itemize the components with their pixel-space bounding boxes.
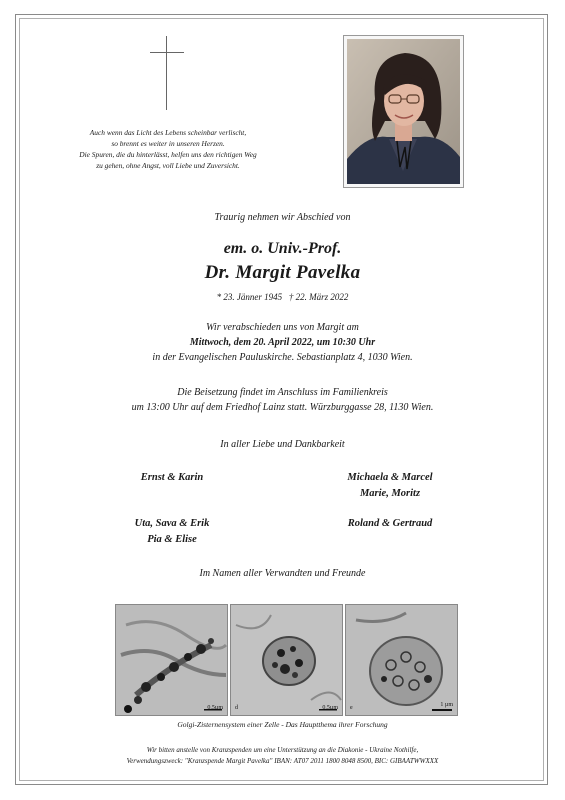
mourner-group [117, 516, 227, 548]
mourner-group [122, 470, 222, 486]
cross-icon [166, 36, 167, 110]
micrograph-strip [115, 604, 458, 716]
mourner-name: Marie, Moritz [359, 488, 421, 499]
relatives-line: Im Namen aller Verwandten und Freunde [199, 568, 366, 579]
mourner-name: Michaela & Marcel [347, 472, 433, 483]
portrait-photo [343, 35, 464, 188]
burial-line-1: Die Beisetzung findet im Anschluss im Familienkreis [177, 387, 388, 398]
mourner-group [325, 470, 455, 502]
farewell-line-3: in der Evangelischen Pauluskirche. Sebastianplatz 4, 1030 Wien. [152, 352, 413, 363]
scale-bar-label: 0.5µm [207, 705, 223, 711]
deceased-name: Dr. Margit Pavelka [204, 262, 361, 283]
scale-bar-label: 0.5µm [322, 705, 338, 711]
mourner-name: Uta, Sava & Erik [134, 518, 210, 529]
poem [38, 127, 298, 171]
poem-line: so brennt es weiter in unseren Herzen. [111, 139, 225, 148]
donation-note-line-2: Verwendungszweck: "Kranzspende Margit Pavelka" IBAN: AT07 2011 1800 8048 8500, BIC: GIBAATWWXXX [126, 757, 439, 765]
scale-bar-label: 1 µm [440, 702, 453, 708]
poem-line: zu gehen, ohne Angst, voll Liebe und Zuversicht. [96, 161, 240, 170]
life-dates: * 23. Jänner 1945 † 22. März 2022 [216, 292, 349, 302]
micrograph-image [115, 604, 228, 716]
micrograph-image [230, 604, 343, 716]
cross-icon-bar [150, 52, 184, 53]
panel-label: d [235, 705, 238, 711]
burial-line-2: um 13:00 Uhr auf dem Friedhof Lainz statt. Würzburggasse 28, 1130 Wien. [131, 402, 434, 413]
poem-line: Die Spuren, die du hinterlässt, helfen uns den richtigen Weg [79, 150, 257, 159]
mourner-group [325, 516, 455, 532]
mourner-name: Roland & Gertraud [347, 518, 433, 529]
poem-line: Auch wenn das Licht des Lebens scheinbar verlischt, [89, 128, 247, 137]
mourner-name: Pia & Elise [147, 534, 197, 545]
love-line: In aller Liebe und Dankbarkeit [220, 439, 345, 450]
intro-text: Traurig nehmen wir Abschied von [214, 212, 351, 223]
farewell-line-1: Wir verabschieden uns von Margit am [206, 322, 359, 333]
micrograph-caption: Golgi-Zisternensystem einer Zelle - Das Hauptthema ihrer Forschung [177, 720, 388, 729]
donation-note-line-1: Wir bitten anstelle von Kranzspenden um eine Unterstützung an die Diakonie - Ukraine Nothilfe, [146, 746, 419, 754]
mourner-name: Ernst & Karin [140, 472, 204, 483]
farewell-line-2: Mittwoch, dem 20. April 2022, um 10:30 Uhr [189, 337, 376, 348]
micrograph-image [345, 604, 458, 716]
panel-label: e [350, 705, 353, 711]
academic-title: em. o. Univ.-Prof. [223, 240, 342, 257]
